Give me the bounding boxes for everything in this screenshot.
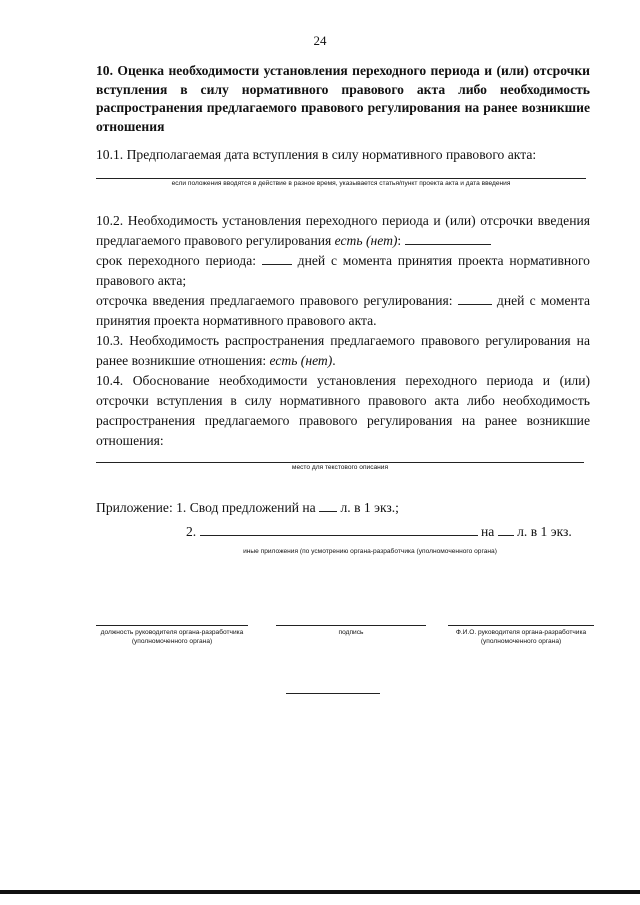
appendix-name-blank <box>200 523 478 536</box>
need-entry-blank <box>405 232 491 245</box>
delay-rest: дней с момента принятия проекта нормативного правового акта. <box>96 293 590 328</box>
period-days-blank <box>262 252 292 265</box>
section-10-4-note: место для текстового описания <box>291 464 389 471</box>
page-number: 24 <box>313 33 327 48</box>
delay-line <box>96 291 590 331</box>
name-sign-line <box>448 625 594 626</box>
delay-label: отсрочка введения предлагаемого правового регулирования: <box>96 293 453 308</box>
transition-period-label: срок переходного периода: <box>96 253 257 268</box>
appendix-line2-number: 2. <box>186 524 197 539</box>
appendix-line1-label: Приложение: 1. Свод предложений на <box>96 500 316 515</box>
appendix-line2-na: на <box>481 524 495 539</box>
appendix-line-2 <box>186 522 590 542</box>
section-10-2-option: есть (нет) <box>334 233 398 248</box>
description-line <box>96 462 584 463</box>
signature-caption: подпись <box>338 629 364 636</box>
appendix-line1-rest: л. в 1 экз.; <box>340 500 399 515</box>
section-10-2 <box>96 211 590 251</box>
transition-period-rest: дней с момента принятия проекта нормативного правового акта; <box>96 253 590 288</box>
section-10-3 <box>96 331 590 371</box>
position-sign-line <box>96 625 248 626</box>
section-10-2-text: 10.2. Необходимость установления переходного периода и (или) отсрочки введения предлагаемого правового регулирования <box>96 213 590 248</box>
section-10-1-note: если положения вводятся в действие в разное время, указывается статья/пункт проекта акта и дата введения <box>171 180 511 187</box>
appendix-line-1 <box>96 498 590 518</box>
appendix-note: иные приложения (по усмотрению органа-разработчика (уполномоченного органа) <box>243 548 497 555</box>
section-10-3-end: . <box>332 353 336 368</box>
name-caption: Ф.И.О. руководителя органа-разработчика (уполномоченного органа) <box>455 629 587 645</box>
signature-line <box>276 625 426 626</box>
section-10-1-text: 10.1. Предполагаемая дата вступления в силу нормативного правового акта: <box>96 147 537 162</box>
appendix-sheets-blank-2 <box>498 523 514 536</box>
position-caption: должность руководителя органа-разработчика (уполномоченного органа) <box>100 629 244 645</box>
appendix-line2-rest: л. в 1 экз. <box>517 524 572 539</box>
closing-line <box>286 693 380 694</box>
page-bottom-border <box>0 890 640 894</box>
section-10-2-colon: : <box>397 233 402 248</box>
date-entry-line <box>96 178 586 179</box>
section-10-3-option: есть (нет) <box>269 353 333 368</box>
transition-period-line <box>96 251 590 291</box>
appendix-sheets-blank-1 <box>319 499 337 512</box>
section-10-title: 10. Оценка необходимости установления переходного периода и (или) отсрочки вступления в силу нормативного правового акта либо необходимость распространения предлагаемого правового регулирования на ранее возникшие отношения <box>96 63 590 134</box>
section-10-3-text: 10.3. Необходимость распространения предлагаемого правового регулирования на ранее возникшие отношения: <box>96 333 590 368</box>
delay-days-blank <box>458 292 492 305</box>
section-10-4-text: 10.4. Обоснование необходимости установления переходного периода и (или) отсрочки вступления в силу нормативного правового акта либо необходимость распространения предлагаемого правового регулирования на ранее возникшие отношения: <box>96 373 590 448</box>
